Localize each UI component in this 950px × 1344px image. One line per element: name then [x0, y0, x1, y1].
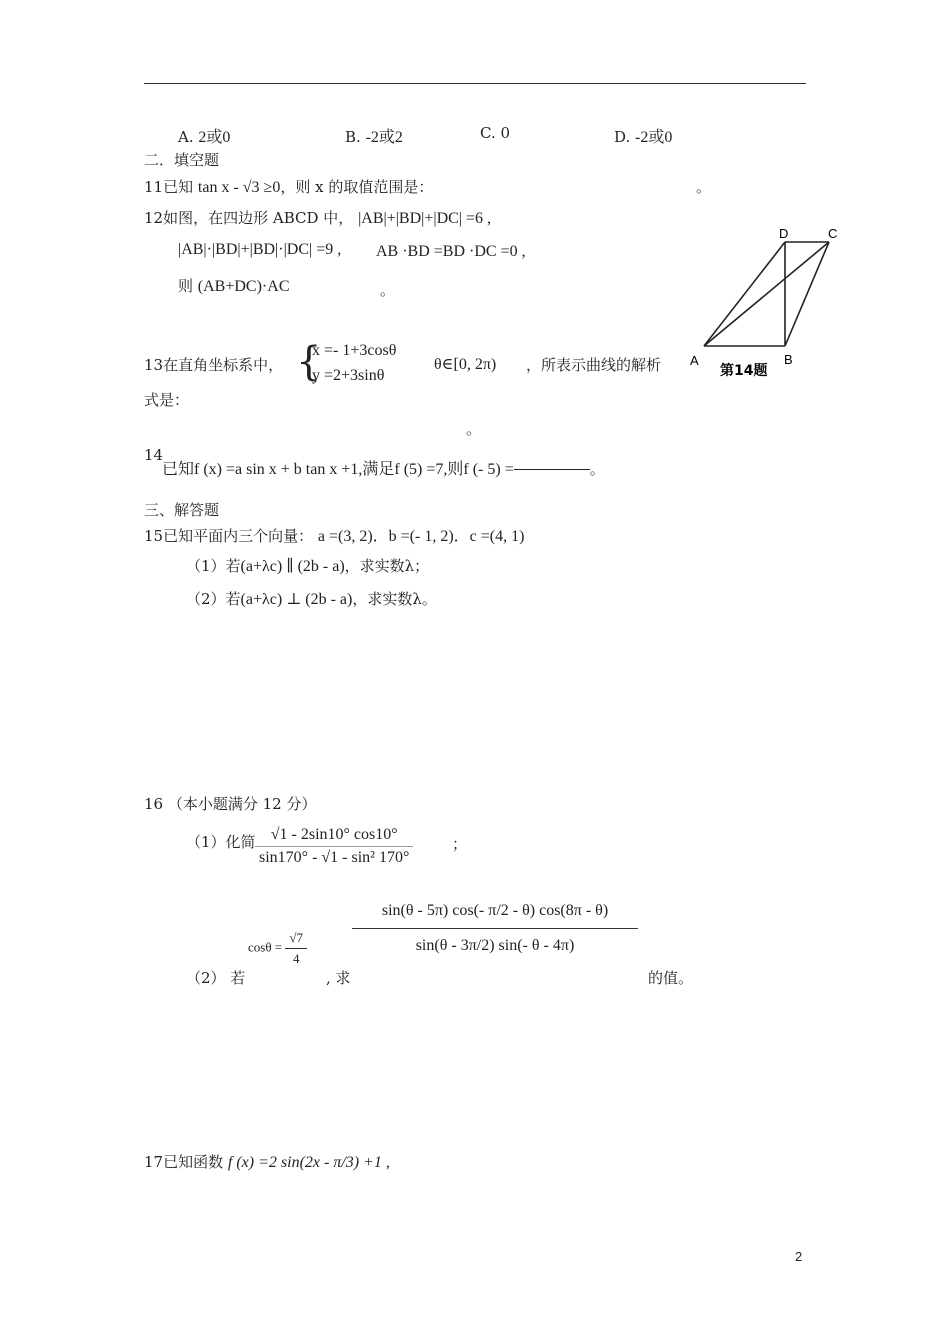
q12-end: 。 [380, 281, 396, 299]
q11-tail: ，则 x 的取值范围是： [280, 178, 434, 196]
q16-condition-numerator: √7 [285, 930, 307, 949]
option-b [345, 124, 403, 147]
q16-header: （本小题满分 12 分） [167, 795, 317, 813]
q15-lead: 已知平面内三个向量： [163, 527, 314, 545]
q11-number: 11 [144, 178, 164, 196]
question-13-lead [144, 354, 283, 375]
option-b-label: B. [345, 128, 361, 146]
q16-part-2-numerator: sin(θ - 5π) cos(- π/2 - θ) cos(8π - θ) [352, 902, 638, 929]
q11-lead: 已知 [163, 178, 194, 196]
label-b: B [784, 352, 793, 367]
q13-equation-2: y =2+3sinθ [312, 367, 385, 384]
q14-answer-blank [514, 469, 590, 470]
q15-part-1-tail: ，求实数λ； [344, 557, 430, 575]
option-a-label: A. [178, 128, 194, 146]
q16-part-1-end: ； [452, 835, 468, 853]
q16-part-1-numerator: √1 - 2sin10° cos10° [255, 826, 413, 847]
quadrilateral-figure [680, 222, 850, 384]
option-d [614, 124, 672, 147]
q16-part-1-denominator: sin170° - √1 - sin² 170° [259, 849, 410, 866]
question-11 [144, 176, 433, 197]
q15-number: 15 [144, 527, 164, 545]
q12-ask [178, 275, 289, 296]
q11-end: 。 [696, 178, 712, 196]
q12-condition-1: |AB|+|BD|+|DC| =6 , [358, 210, 492, 227]
q15-vectors: a =(3, 2)．b =(- 1, 2)．c =(4, 1) [317, 528, 525, 545]
q16-condition-frac [285, 930, 307, 967]
option-c-label: C. [480, 124, 496, 142]
label-a: A [690, 353, 699, 368]
q17-formula: f (x) =2 sin(2x - π/3) +1 , [227, 1154, 390, 1171]
option-b-value: -2或2 [365, 129, 403, 146]
question-17 [144, 1151, 390, 1172]
option-a-value: 2或0 [198, 129, 231, 146]
q16-part-2-denominator: sin(θ - 3π/2) sin(- θ - 4π) [415, 937, 575, 954]
q15-part-2 [186, 588, 437, 609]
figure-caption: 第14题 [720, 363, 768, 379]
q13-range: θ∈[0, 2π) [434, 356, 497, 373]
q15-part-2-tail: ，求实数λ。 [352, 590, 437, 608]
edge-ad [704, 242, 785, 346]
q16-part-1-label: （1）化简 [186, 833, 256, 851]
q16-part-2-mid: , 求 [326, 969, 351, 987]
section-2-title: 二．填空题 [144, 151, 220, 169]
q15-part-2-expression: (a+λc) ⊥ (2b - a) [240, 591, 353, 608]
q16-condition-lhs: cosθ = [248, 939, 283, 955]
option-d-value: -2或0 [635, 129, 673, 146]
q12-ask-prefix: 则 [178, 277, 194, 295]
q13-equation-1: x =- 1+3cosθ [312, 342, 397, 359]
q16-part-1-fraction [255, 826, 413, 867]
q12-lead: 如图，在四边形 ABCD 中， [163, 209, 354, 227]
header-rule [144, 83, 806, 84]
system-brace: { [296, 339, 322, 385]
q14-end: 。 [589, 460, 605, 478]
question-14 [162, 456, 605, 479]
q16-part-2-end: 的值。 [648, 969, 694, 987]
page-number: 2 [795, 1249, 803, 1264]
q12-number: 12 [144, 209, 164, 227]
q13-number: 13 [144, 356, 164, 374]
q16-condition [248, 930, 307, 967]
q16-part-2-fraction [352, 902, 638, 955]
q14-text: 已知f (x) =a sin x + b tan x +1,满足f (5) =7,则f (- 5) = [162, 461, 514, 478]
q13-tail: ，所表示曲线的解析 [526, 356, 662, 374]
question-15 [144, 523, 524, 546]
q12-condition-3: AB ·BD =BD ·DC =0 , [376, 243, 526, 260]
q17-number: 17 [144, 1153, 164, 1171]
q16-condition-denominator: 4 [292, 951, 300, 966]
option-c-value: 0 [500, 124, 511, 142]
label-c: C [828, 226, 838, 241]
q14-number: 14 [144, 446, 164, 464]
q16-number: 16 [144, 795, 164, 813]
q15-part-1 [186, 555, 429, 576]
figure-lines [704, 242, 829, 346]
q17-lead: 已知函数 [163, 1153, 224, 1171]
diagonal-ac [704, 242, 829, 346]
q13-line-2: 式是： [144, 391, 190, 409]
q11-formula: tan x - √3 ≥0 [197, 179, 281, 196]
option-d-label: D. [614, 128, 631, 146]
edge-cb [785, 242, 829, 346]
q16-part-1-frac [255, 826, 413, 867]
q12-condition-2: |AB|·|BD|+|BD|·|DC| =9 , [178, 241, 342, 258]
section-3-title: 三、解答题 [144, 501, 220, 519]
label-d: D [779, 226, 789, 241]
question-12 [144, 207, 491, 228]
question-16-header [144, 793, 317, 814]
q15-part-2-label: （2）若 [186, 590, 241, 608]
q15-part-1-label: （1）若 [186, 557, 241, 575]
q13-lead: 在直角坐标系中， [163, 356, 284, 374]
q16-part-2-label: （2） 若 [186, 969, 246, 987]
q12-ask-expression: (AB+DC)·AC [197, 278, 290, 295]
option-a [178, 124, 230, 147]
q15-part-1-expression: (a+λc) ∥ (2b - a) [240, 558, 345, 575]
option-c [480, 124, 510, 142]
q16-part-2-frac [352, 902, 638, 955]
q13-end: 。 [466, 420, 482, 438]
